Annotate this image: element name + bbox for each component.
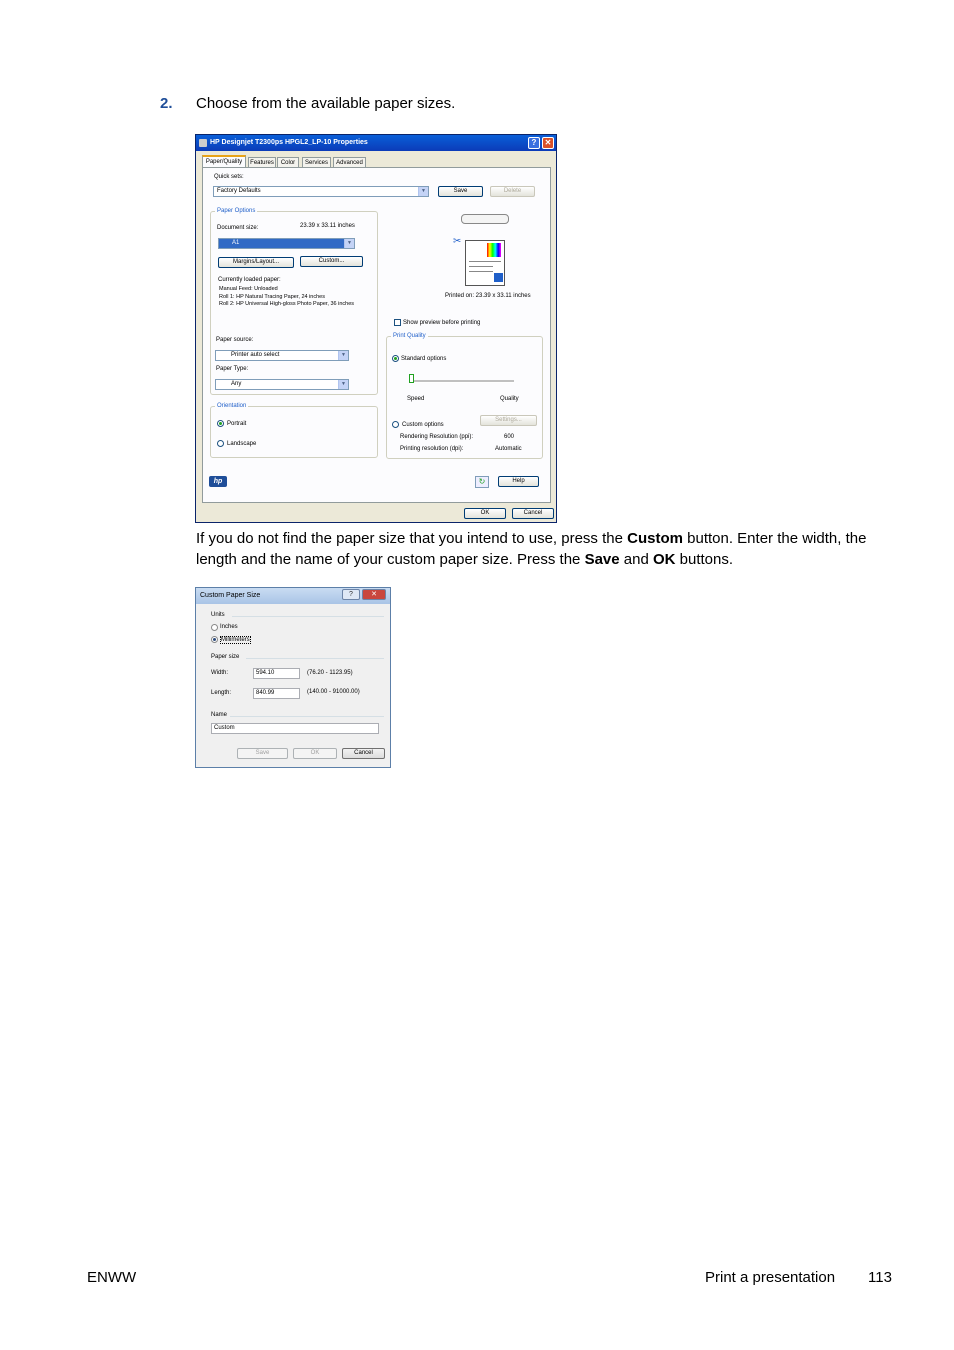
show-preview-label: Show preview before printing bbox=[403, 320, 481, 326]
quick-sets-select[interactable] bbox=[213, 186, 429, 197]
quick-sets-value: Factory Defaults bbox=[217, 188, 261, 194]
cancel-button[interactable]: Cancel bbox=[342, 748, 385, 759]
tab-advanced[interactable]: Advanced bbox=[333, 157, 366, 167]
standard-options-radio[interactable] bbox=[392, 355, 399, 362]
paper-type-value: Any bbox=[231, 381, 242, 387]
tab-paper-quality[interactable]: Paper/Quality bbox=[202, 155, 246, 167]
paper-type-select[interactable] bbox=[215, 379, 349, 390]
paragraph-bold: Custom bbox=[627, 530, 683, 547]
page-preview bbox=[465, 240, 505, 286]
document-size-value: 23.39 x 33.11 inches bbox=[300, 223, 355, 229]
paper-size-value: A1 bbox=[232, 240, 240, 246]
step-number: 2. bbox=[160, 95, 173, 112]
text-line bbox=[469, 266, 493, 267]
printer-properties-dialog bbox=[195, 134, 557, 523]
speed-label: Speed bbox=[407, 396, 425, 402]
units-label: Units bbox=[211, 612, 225, 618]
quality-slider-thumb[interactable] bbox=[409, 374, 414, 383]
portrait-radio[interactable] bbox=[217, 420, 224, 427]
inches-radio[interactable] bbox=[211, 624, 218, 631]
paper-size-select[interactable] bbox=[218, 238, 355, 249]
tab-features[interactable]: Features bbox=[248, 157, 276, 167]
ok-button[interactable]: OK bbox=[464, 508, 506, 519]
print-preview bbox=[453, 214, 511, 289]
tab-color[interactable]: Color bbox=[277, 157, 299, 167]
dialog-title: HP Designjet T2300ps HPGL2_LP-10 Properties bbox=[210, 139, 368, 146]
printer-icon bbox=[199, 139, 207, 147]
orientation-group bbox=[210, 403, 378, 458]
paper-type-label: Paper Type: bbox=[216, 366, 249, 372]
custom-paper-size-dialog bbox=[195, 587, 391, 768]
page-number: 113 bbox=[868, 1269, 892, 1286]
paragraph-bold: OK bbox=[652, 551, 676, 568]
paper-options-title: Paper Options bbox=[217, 208, 256, 214]
settings-button[interactable]: Settings... bbox=[480, 415, 537, 426]
printed-on-label: Printed on: 23.39 x 33.11 inches bbox=[445, 293, 531, 299]
close-icon[interactable]: ✕ bbox=[542, 137, 554, 149]
name-label: Name bbox=[211, 712, 228, 718]
cancel-button[interactable]: Cancel bbox=[512, 508, 554, 519]
instruction-paragraph bbox=[196, 528, 886, 570]
hp-logo: hp bbox=[209, 476, 227, 487]
name-field[interactable]: Custom bbox=[211, 723, 379, 734]
close-icon[interactable]: ✕ bbox=[362, 589, 386, 600]
length-label: Length: bbox=[211, 690, 232, 696]
chevron-down-icon: ▼ bbox=[338, 351, 348, 360]
rendering-resolution-value: 600 bbox=[504, 434, 515, 440]
millimeters-radio[interactable] bbox=[211, 636, 218, 643]
width-field[interactable]: 594.10 bbox=[253, 668, 300, 679]
print-quality-title: Print Quality bbox=[393, 333, 426, 339]
show-preview-checkbox[interactable] bbox=[394, 319, 401, 326]
tab-panel bbox=[202, 167, 551, 503]
printing-resolution-label: Printing resolution (dpi): bbox=[400, 446, 464, 452]
paper-source-value: Printer auto select bbox=[231, 352, 280, 358]
paragraph-text: If you do not find the paper size that you intend to use, press the bbox=[196, 530, 628, 547]
divider bbox=[230, 716, 384, 717]
inches-label: Inches bbox=[220, 624, 238, 630]
standard-options-label: Standard options bbox=[401, 356, 447, 362]
quality-slider-track[interactable] bbox=[410, 380, 514, 383]
delete-quick-set-button[interactable]: Delete bbox=[490, 186, 535, 197]
tab-services[interactable]: Services bbox=[302, 157, 331, 167]
dialog-title-bar bbox=[196, 135, 556, 151]
printing-resolution-value: Automatic bbox=[495, 446, 522, 452]
divider bbox=[232, 616, 384, 617]
page-marker bbox=[494, 273, 503, 282]
loaded-paper-line: Manual Feed: Unloaded bbox=[219, 286, 278, 292]
length-range: (140.00 - 91000.00) bbox=[307, 689, 360, 695]
scissors-icon: ✂ bbox=[453, 236, 462, 247]
paragraph-bold: Save bbox=[584, 551, 620, 568]
footer-section: Print a presentation bbox=[705, 1269, 836, 1286]
document-size-label: Document size: bbox=[217, 225, 259, 231]
loaded-paper-line: Roll 2: HP Universal High-gloss Photo Paper, 36 inches bbox=[219, 301, 355, 307]
divider bbox=[246, 658, 384, 659]
text-line bbox=[469, 271, 493, 272]
length-field[interactable]: 840.99 bbox=[253, 688, 300, 699]
paragraph-text: buttons. bbox=[675, 551, 734, 568]
custom-size-button[interactable]: Custom... bbox=[300, 256, 363, 267]
paper-source-label: Paper source: bbox=[216, 337, 254, 343]
chevron-down-icon: ▼ bbox=[344, 239, 354, 248]
landscape-label: Landscape bbox=[227, 441, 257, 447]
paper-size-label: Paper size bbox=[211, 654, 240, 660]
dialog-title-bar bbox=[196, 588, 390, 604]
portrait-label: Portrait bbox=[227, 421, 247, 427]
custom-options-radio[interactable] bbox=[392, 421, 399, 428]
paragraph-text: button. Enter the width, the length and the name of your custom paper size. Press the bbox=[196, 530, 867, 568]
refresh-icon[interactable]: ↻ bbox=[475, 476, 489, 488]
width-label: Width: bbox=[211, 670, 229, 676]
landscape-radio[interactable] bbox=[217, 440, 224, 447]
help-button[interactable]: Help bbox=[498, 476, 539, 487]
loaded-paper-line: Roll 1: HP Natural Tracing Paper, 24 inches bbox=[219, 294, 325, 300]
dialog-title: Custom Paper Size bbox=[200, 592, 261, 599]
save-quick-set-button[interactable]: Save bbox=[438, 186, 483, 197]
step-text: Choose from the available paper sizes. bbox=[196, 95, 456, 112]
millimeters-label: Millimeters bbox=[221, 637, 250, 643]
save-button[interactable]: Save bbox=[237, 748, 288, 759]
footer-left: ENWW bbox=[87, 1269, 137, 1286]
paper-source-select[interactable] bbox=[215, 350, 349, 361]
help-icon[interactable]: ? bbox=[528, 137, 540, 149]
quick-sets-label: Quick sets: bbox=[214, 174, 244, 180]
paragraph-text: and bbox=[619, 551, 653, 568]
rendering-resolution-label: Rendering Resolution (ppi): bbox=[400, 434, 474, 440]
custom-options-label: Custom options bbox=[402, 422, 444, 428]
margins-layout-button[interactable]: Margins/Layout... bbox=[218, 257, 294, 268]
orientation-title: Orientation bbox=[217, 403, 247, 409]
help-icon[interactable]: ? bbox=[342, 589, 360, 600]
roll-icon bbox=[461, 214, 509, 224]
color-block bbox=[487, 243, 501, 257]
chevron-down-icon: ▼ bbox=[338, 380, 348, 389]
quality-label: Quality bbox=[500, 396, 519, 402]
text-line bbox=[469, 261, 501, 262]
chevron-down-icon: ▼ bbox=[418, 187, 428, 196]
width-range: (76.20 - 1123.95) bbox=[307, 670, 353, 676]
loaded-paper-label: Currently loaded paper: bbox=[218, 277, 281, 283]
ok-button[interactable]: OK bbox=[293, 748, 337, 759]
